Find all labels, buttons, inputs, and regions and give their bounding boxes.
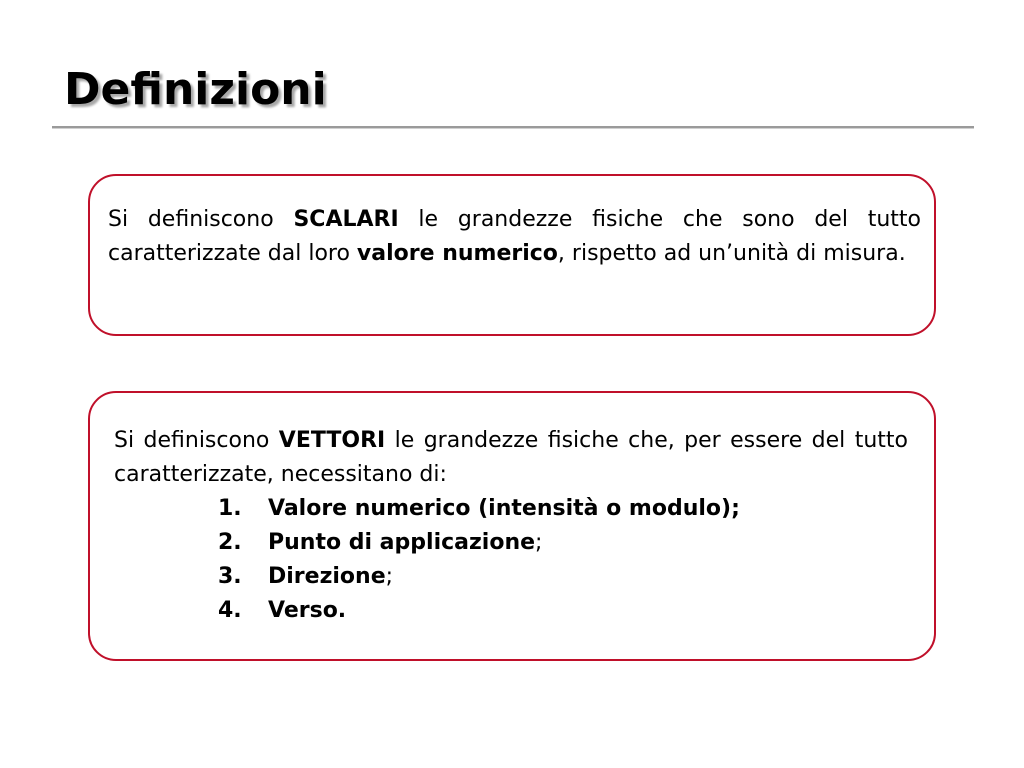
title-divider [52, 126, 974, 129]
list-item-number: 1. [218, 496, 242, 521]
list-item [218, 492, 908, 526]
list-item-suffix: ; [385, 564, 394, 589]
list-item-label: Direzione [268, 564, 386, 589]
list-item-number: 3. [218, 564, 242, 589]
scalari-intro: Si definiscono [108, 207, 294, 232]
list-item-label: Verso. [268, 598, 347, 623]
scalari-text-1: le grandezze fisiche che sono del tutto caratterizzate dal loro [108, 207, 922, 266]
vettori-definition-text [114, 424, 908, 492]
list-item-suffix: ; [535, 530, 543, 555]
scalari-emphasis: valore numerico [356, 241, 558, 266]
scalari-text-2: , rispetto ad un’unità di misura. [557, 241, 906, 266]
vettori-keyword: VETTORI [278, 428, 386, 453]
list-item [218, 560, 908, 594]
list-item-label: Punto di applicazione [268, 530, 536, 555]
list-item [218, 594, 908, 628]
vettori-definition-box [88, 391, 936, 661]
vettori-intro: Si definiscono [114, 428, 279, 453]
slide-title: Definizioni [64, 64, 327, 115]
list-item [218, 526, 908, 560]
list-item-label: Valore numerico (intensità o modulo); [268, 496, 740, 521]
vettori-text-1: le grandezze fisiche che, per essere del tutto caratterizzate, necessitano di: [114, 428, 909, 487]
scalari-definition-text [108, 203, 921, 271]
list-item-number: 4. [218, 598, 242, 623]
scalari-definition-box [88, 174, 936, 336]
list-item-number: 2. [218, 530, 242, 555]
vettori-requirements-list [114, 492, 908, 628]
scalari-keyword: SCALARI [293, 207, 399, 232]
